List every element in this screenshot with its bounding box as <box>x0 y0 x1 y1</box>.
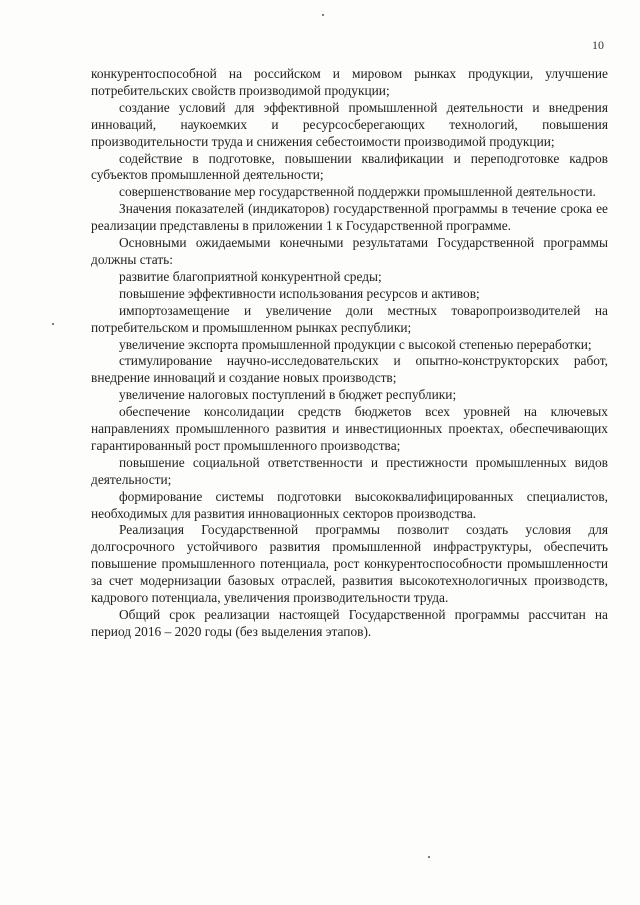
list-item: импортозамещение и увеличение доли местных товаропроизводителей на потребительском и промышленном рынках республики; <box>91 302 608 335</box>
paragraph: совершенствование мер государственной поддержки промышленной деятельности. <box>119 184 596 200</box>
page-number: 10 <box>592 38 604 52</box>
list-item: увеличение экспорта промышленной продукции с высокой степенью переработки; <box>119 336 592 352</box>
list-item: стимулирование научно-исследовательских и опытно-конструкторских работ, внедрение инноваций и создание новых производств; <box>91 353 608 386</box>
list-item: формирование системы подготовки высококвалифицированных специалистов, необходимых для развития инновационных секторов производства. <box>91 488 608 521</box>
list-item: увеличение налоговых поступлений в бюджет республики; <box>119 387 457 403</box>
scan-speck <box>428 856 430 858</box>
paragraph: содействие в подготовке, повышении квалификации и переподготовке кадров субъектов промышленной деятельности; <box>91 150 608 183</box>
list-item: повышение эффективности использования ресурсов и активов; <box>119 285 480 301</box>
paragraph: Значения показателей (индикаторов) государственной программы в течение срока ее реализации представлены в приложении 1 к Государственной программе. <box>91 201 608 234</box>
list-item: обеспечение консолидации средств бюджетов всех уровней на ключевых направлениях промышленного развития и инвестиционных проектах, обеспечивающих гарантированный рост промышленного производства; <box>91 404 608 453</box>
scan-speck <box>52 323 54 325</box>
list-item: развитие благоприятной конкурентной среды; <box>119 268 382 284</box>
paragraph: Реализация Государственной программы позволит создать условия для долгосрочного устойчивого развития промышленной инфраструктуры, обеспечить повышение промышленного потенциала, рост конкурентоспособности промышленности за счет модернизации базовых отраслей, развития высокотехнологичных производств, кадрового потенциала, увеличения производительности труда. <box>91 522 608 606</box>
paragraph: создание условий для эффективной промышленной деятельности и внедрения инноваций, наукоемких и ресурсосберегающих технологий, повышения производительности труда и снижения себестоимости производимой продукции; <box>91 99 608 149</box>
paragraph: Основными ожидаемыми конечными результатами Государственной программы должны стать: <box>91 235 608 267</box>
body-text <box>91 66 608 641</box>
scan-speck <box>322 14 324 16</box>
paragraph: конкурентоспособной на российском и мировом рынках продукции, улучшение потребительских свойств производимой продукции; <box>91 66 608 98</box>
paragraph: Общий срок реализации настоящей Государственной программы рассчитан на период 2016 – 2020 годы (без выделения этапов). <box>91 607 608 639</box>
list-item: повышение социальной ответственности и престижности промышленных видов деятельности; <box>91 454 608 487</box>
